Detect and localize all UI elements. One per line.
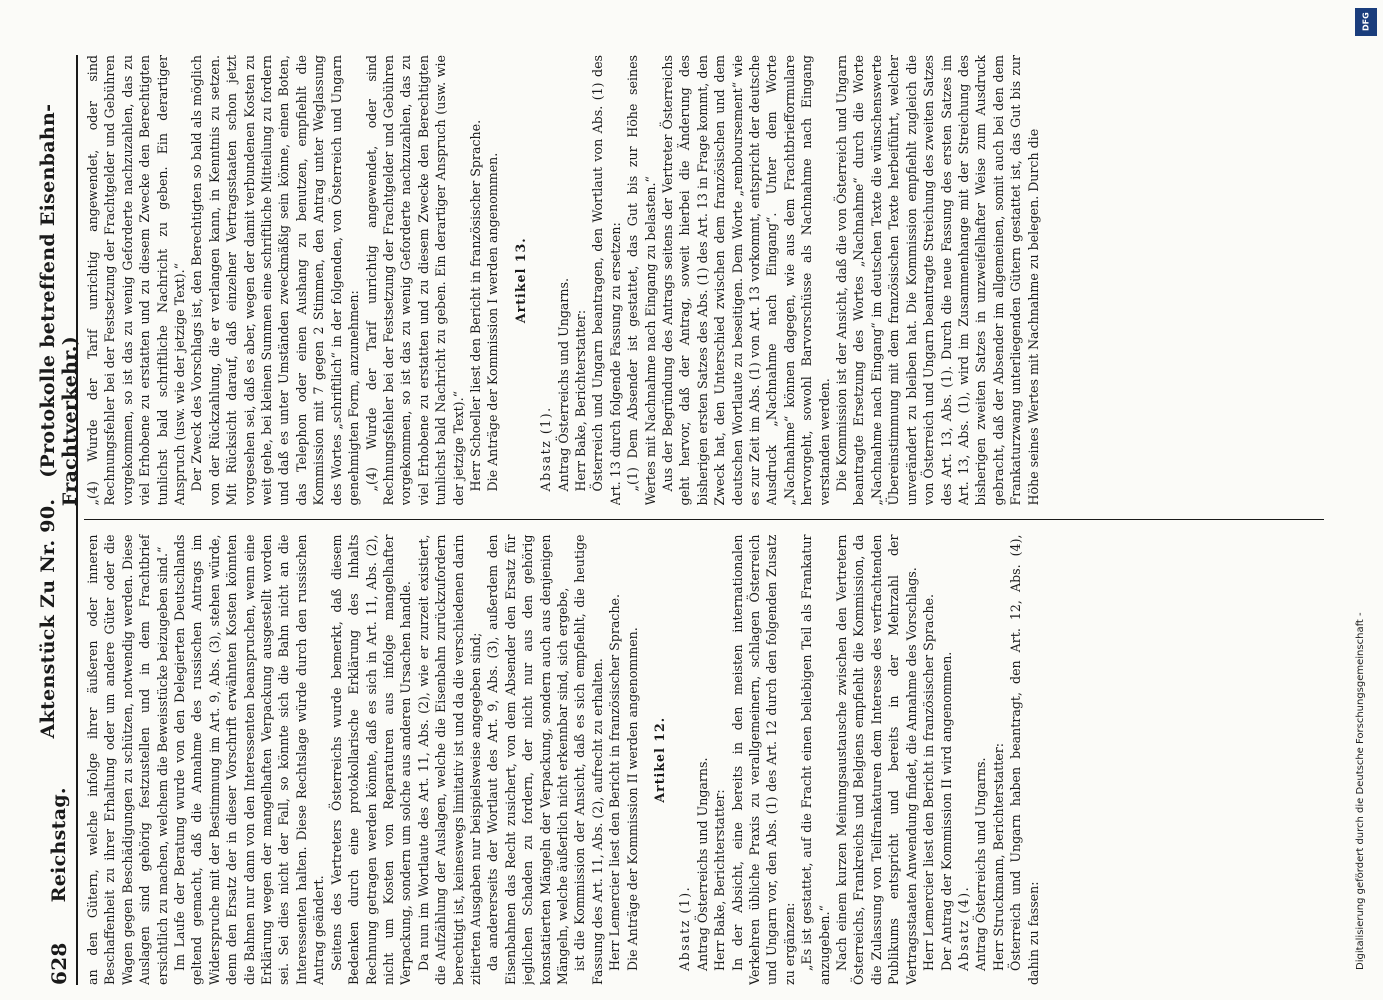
paragraph: Die Kommission ist der Ansicht, daß die von Österreich und Ungarn beantragte Ersetzung des Wortes „Nachnahme“ durch die Worte „Nachnahme nach Eingang“ im deutschen Texte die wünschenswerte Übereinstimmung mit dem französischen Texte herbeiführt, welcher unverändert zu bleiben hat. Die Kommission empfiehlt zugleich die von Österreich und Ungarn beantragte Streichung des zweiten Satzes des Art. 13, Abs. (1). Durch die neue Fassung des ersten Satzes im Art. 13, Abs. (1), wird im Zusammenhange mit der Streichung des bisherigen zweiten Satzes in unzweifelhafter Weise zum Ausdruck gebracht, daß der Absender im allgemeinen, somit auch bei den dem Frankaturzwang unterliegenden Gütern gestattet ist, das Gut bis zur Höhe seines Wertes mit Nachnahme zu belegen. Durch die (834, 55, 1041, 506)
header-title-sub: (Protokolle betreffend Eisenbahn-Frachtverkehr.) (37, 103, 81, 507)
paragraph: Seitens des Vertreters Österreichs wurde bemerkt, daß diesem Bedenken durch eine protokollarische Erklärung des Inhalts Rechnung getragen werden könnte, daß es sich in Art. 11, Abs. (2), nicht um Kosten von Reparaturen aus infolge mangelhafter Verpackung, sondern um solche aus anderen Ursachen handle. (328, 534, 414, 985)
digitization-credit (1355, 40, 1375, 970)
text-column-left (84, 535, 1324, 986)
digitization-credit-text: Digitalisierung gefördert durch die Deutsche Forschungsgemeinschaft - (1355, 612, 1366, 970)
paragraph: „Es ist gestattet, auf die Fracht einen beliebigen Teil als Frankatur anzugeben.“ (799, 534, 832, 985)
paragraph: Herr Lemercier liest den Bericht in französischer Sprache. (921, 593, 937, 971)
text-column-right (84, 55, 1324, 506)
paragraph: Herr Lemercier liest den Bericht in französischer Sprache. (607, 593, 623, 971)
paragraph: an den Gütern, welche infolge ihrer äußeren oder inneren Beschaffenheit zu ihrer Erhaltung oder um andere Güter oder die Wagen gegen Beschädigungen zu schützen, notwendig werden. Diese Auslagen sind gehörig festzustellen und in dem Frachtbrief ersichtlich zu machen, welchem die Beweisstücke beizugeben sind.“ (85, 534, 170, 985)
paragraph: Die Anträge der Kommission II werden angenommen. (624, 627, 640, 971)
paragraph: Absatz (4). (955, 885, 971, 971)
header-title-main: Aktenstück Zu Nr. 90. (37, 498, 59, 739)
paragraph: In der Absicht, eine bereits in den meisten internationalen Verkehren übliche Praxis zu verallgemeinern, schlagen Österreich und Ungarn vor, den Abs. (1) des Art. 12 durch den folgenden Zusatz zu ergänzen: (729, 534, 797, 985)
page-number: 628 (47, 942, 71, 985)
paragraph: „(1) Dem Absender ist gestattet, das Gut bis zur Höhe seines Wertes mit Nachnahme nach Eingang zu belasten.“ (625, 55, 658, 506)
paragraph: Aus der Begründung des Antrags seitens der Vertreter Österreichs geht hervor, daß der Antrag, soweit hierbei die Änderung des bisherigen ersten Satzes des Abs. (1) des Art. 13 in Frage kommt, den Zweck hat, den Unterschied zwischen dem französischen und dem deutschen Wortlaute zu beseitigen. Dem Worte „remboursement“ wie es zur Zeit im Abs. (1) von Art. 13 vorkommt, entspricht der deutsche Ausdruck „Nachnahme nach Eingang“. Unter dem Worte „Nachnahme“ können dagegen, wie aus dem Frachtbriefformulare hervorgeht, sowohl Barvorschüsse als Nachnahme nach Eingang verstanden werden. (660, 55, 832, 506)
paragraph: Absatz (1). (677, 885, 693, 971)
paragraph: Österreich und Ungarn haben beantragt, den Art. 12, Abs. (4), dahin zu fassen: (1008, 534, 1041, 985)
section-heading: Artikel 13. (512, 237, 528, 324)
paragraph: Absatz (1). (538, 406, 554, 492)
paragraph: Herr Struckmann, Berichterstatter: (990, 743, 1006, 971)
paragraph: Antrag Österreichs und Ungarns. (973, 757, 989, 971)
paragraph: Herr Schoeller liest den Bericht in französischer Sprache. (467, 119, 483, 492)
paragraph: Im Laufe der Beratung wurde von den Delegierten Deutschlands geltend gemacht, daß die Annahme des russischen Antrags im Widerspruche mit der Bestimmung im Art. 9, Abs. (3), stehen würde, denn den Ersatz der in dieser Vorschrift erwähnten Kosten könnten die Bahnen nur dann von den Interessenten beanspruchen, wenn eine Erklärung wegen der mangelhaften Verpackung ausgestellt worden sei. Sei dies nicht der Fall, so könnte sich die Bahn nicht an die Interessenten halten. Diese Rechtslage würde durch den russischen Antrag geändert. (172, 534, 327, 985)
paragraph: „(4) Wurde der Tarif unrichtig angewendet, oder sind Rechnungsfehler bei der Festsetzung der Frachtgelder und Gebühren vorgekommen, so ist das zu wenig Geforderte nachzuzahlen, das zu viel Erhobene zu erstatten und zu diesem Zwecke den Berechtigten tunlichst bald schriftliche Nachricht zu geben. Ein derartiger Anspruch (usw. wie der jetzige Text).“ (85, 55, 188, 506)
paragraph: Herr Bake, Berichterstatter: (712, 789, 728, 971)
page-header (37, 55, 81, 985)
paragraph: Da nun im Wortlaute des Art. 11, Abs. (2), wie er zurzeit existiert, die Aufzählung der Auslagen, welche die Eisenbahn zurückzufordern berechtigt ist, keineswegs limitativ ist und da die verschiedenen darin zitierten Ausgaben nur beispielsweise angegeben sind; (415, 534, 483, 985)
section-heading: Artikel 12. (652, 716, 667, 803)
paragraph: „(4) Wurde der Tarif unrichtig angewendet, oder sind Rechnungsfehler bei der Festsetzung der Frachtgelder und Gebühren vorgekommen, so ist das zu wenig Geforderte nachzuzahlen, das zu viel Erhobene zu erstatten und zu diesem Zwecke den Berechtigten tunlichst bald Nachricht zu geben. Ein derartiger Anspruch (usw. wie der jetzige Text).“ (363, 55, 466, 506)
column-divider (84, 520, 1324, 521)
paragraph: da andererseits der Wortlaut des Art. 9, Abs. (3), außerdem den Eisenbahnen das Recht zusichert, von dem Absender den Ersatz für jeglichen Schaden zu fordern, der nicht nur aus den gehörig konstatierten Mängeln der Verpackung, sondern auch aus denjenigen Mängeln, welche äußerlich nicht erkennbar sind, sich ergebe, (485, 534, 570, 985)
paragraph: Nach einem kurzen Meinungsaustausche zwischen den Vertretern Österreichs, Frankreichs und Belgiens empfiehlt die Kommission, da die Zulassung von Teilfrankaturen dem Interesse des verfrachtenden Publikums entspricht und bereits in der Mehrzahl der Vertragsstaaten Anwendung findet, die Annahme des Vorschlags. (834, 534, 919, 985)
dfg-logo: DFG (1355, 8, 1377, 36)
paragraph: Österreich und Ungarn beantragen, den Wortlaut von Abs. (1) des Art. 13 durch folgende Fassung zu ersetzen: (590, 55, 623, 506)
document-page (37, 55, 1332, 985)
paragraph: Antrag Österreichs und Ungarns. (555, 278, 571, 492)
paragraph: Die Anträge der Kommission I werden angenommen. (485, 152, 501, 492)
text-columns (84, 55, 1324, 985)
paragraph: Herr Bake, Berichterstatter: (572, 309, 588, 492)
paragraph: Der Zweck des Vorschlags ist, den Berechtigten so bald als möglich von der Rückzahlung, die er verlangen kann, in Kenntnis zu setzen. Mit Rücksicht darauf, daß einzelner Vertragsstaaten schon jetzt vorgesehen sei, daß es aber, wegen der damit verbundenen Kosten zu weit gehe, bei kleinen Summen eine schriftliche Mitteilung zu fordern und daß es unter Umständen zweckmäßig sein könne, einen Boten, das Telephon oder einen Aushang zu benutzen, empfiehlt die Kommission mit 7 gegen 2 Stimmen, den Antrag unter Weglassung des Wortes „schriftlich“ in der folgenden, von Österreich und Ungarn genehmigten Form, anzunehmen: (189, 55, 362, 506)
paragraph: Antrag Österreichs und Ungarns. (694, 757, 710, 971)
header-title (37, 55, 81, 787)
paragraph: ist die Kommission der Ansicht, daß es sich empfiehlt, die heutige Fassung des Art. 11, Abs. (2), aufrecht zu erhalten. (572, 534, 605, 985)
paragraph: Der Antrag der Kommission II wird angenommen. (938, 651, 954, 971)
header-left-label: Reichstag. (48, 787, 70, 903)
